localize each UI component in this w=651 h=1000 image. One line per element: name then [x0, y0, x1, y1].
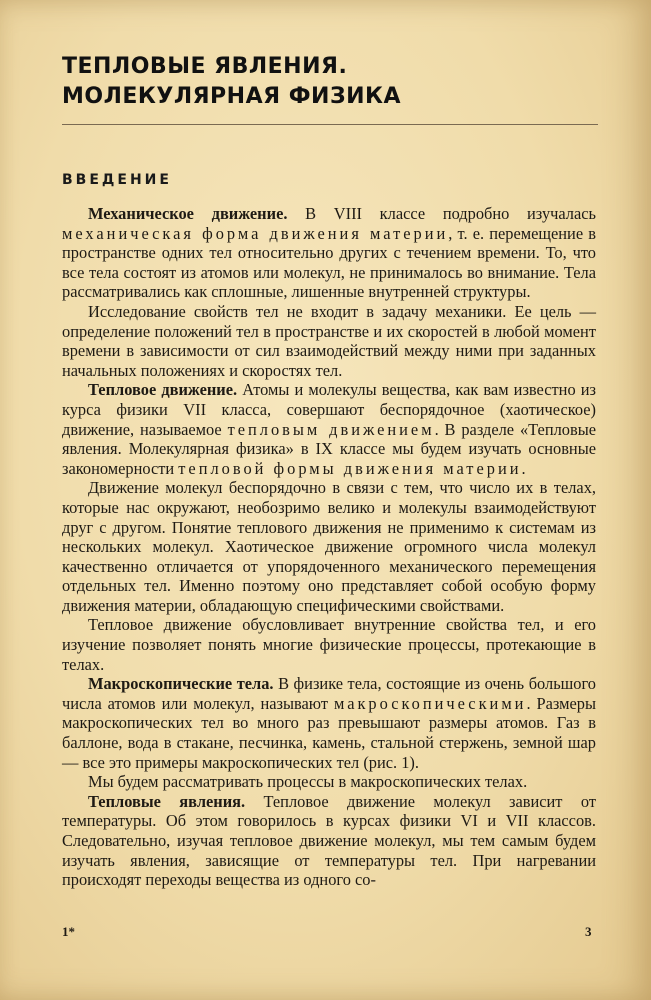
- emphasized-term: механическая форма движения материи: [62, 223, 449, 243]
- paragraph-text: Тепловое движение молекул зависит от температуры. Об этом говорилось в курсах физики VI и VII классов. Следовательно, изучая тепловое движение молекул, мы тем самым будем изучать явления, зависящие от температуры тел. При нагревании происходят переходы вещества из одного со-: [62, 791, 596, 890]
- body-text: [62, 204, 596, 890]
- paragraph-lead: Тепловые явления.: [88, 791, 246, 811]
- title-divider: [62, 124, 598, 125]
- paragraph-lead: Тепловое движение.: [88, 380, 238, 400]
- paragraph-chaotic-motion: Движение молекул беспорядочно в связи с тем, что число их в телах, которые нас окружают, необозримо велико и молекулы взаимодействуют друг с другом. Понятие теплового движения не применимо к системам из нескольких молекул. Хаотическое движение огромного числа молекул качественно отличается от упорядоченного механического перемещения отдельных тел. Именно поэтому оно представляет собой особую форму движения материи, обладающую специфическими свойствами.: [62, 478, 596, 615]
- paragraph-text: . В разделе «Тепловые явления. Молекулярная физика» в IX классе мы будем изучать основные закономерности: [62, 419, 596, 478]
- paragraph-text: , т. е. перемещение в пространстве одних тел относительно других с течением времени. То, что все тела состоят из атомов или молекул, не принималось во внимание. Тела рассматривались как сплошные, лишенные внутренней структуры.: [62, 223, 596, 302]
- paragraph-lead: Макроскопические тела.: [88, 674, 274, 694]
- paragraph-lead: Механическое движение.: [88, 204, 288, 223]
- section-heading: ВВЕДЕНИЕ: [62, 172, 172, 188]
- paragraph-mechanics-goal: Исследование свойств тел не входит в задачу механики. Ее цель — определение положений тел в пространстве и их скоростей в любой момент времени в зависимости от сил взаимодействий между ними при заданных начальных положениях и скоростях тел.: [62, 301, 596, 380]
- emphasized-term: тепловым движением: [227, 419, 435, 439]
- chapter-title-line-2: МОЛЕКУЛЯРНАЯ ФИЗИКА: [62, 84, 401, 109]
- chapter-title: [62, 52, 401, 112]
- paragraph-text: . Размеры макроскопических тел во много раз превышают размеры атомов. Газ в баллоне, вода в стакане, песчинка, камень, стальной стержень, земной шар — все это примеры макроскопических тел (рис. 1).: [62, 693, 596, 772]
- emphasized-term: тепловой формы движения материи: [178, 458, 522, 478]
- paragraph-text: В физике тела, состоящие из очень большого числа атомов или молекул, называют: [62, 674, 596, 713]
- paragraph-text: В VIII классе подробно изучалась: [287, 204, 597, 223]
- paragraph-macroscopic-bodies: [62, 674, 596, 772]
- paragraph-processes: Мы будем рассматривать процессы в макроскопических телах.: [88, 772, 528, 792]
- paragraph-mechanical-motion: [62, 204, 596, 302]
- paragraph-internal-properties: Тепловое движение обусловливает внутренние свойства тел, и его изучение позволяет понять многие физические процессы, протекающие в телах.: [62, 615, 596, 674]
- signature-mark: 1*: [62, 924, 75, 939]
- paragraph-thermal-phenomena: [62, 792, 596, 890]
- paragraph-text: Атомы и молекулы вещества, как вам известно из курса физики VII класса, совершают беспорядочное (хаотическое) движение, называемое: [62, 380, 596, 439]
- chapter-title-line-1: ТЕПЛОВЫЕ ЯВЛЕНИЯ.: [62, 54, 348, 79]
- emphasized-term: макроскопическими: [333, 693, 527, 713]
- paragraph-text: .: [521, 458, 526, 478]
- page-number: 3: [585, 924, 592, 939]
- paragraph-thermal-motion: [62, 380, 596, 478]
